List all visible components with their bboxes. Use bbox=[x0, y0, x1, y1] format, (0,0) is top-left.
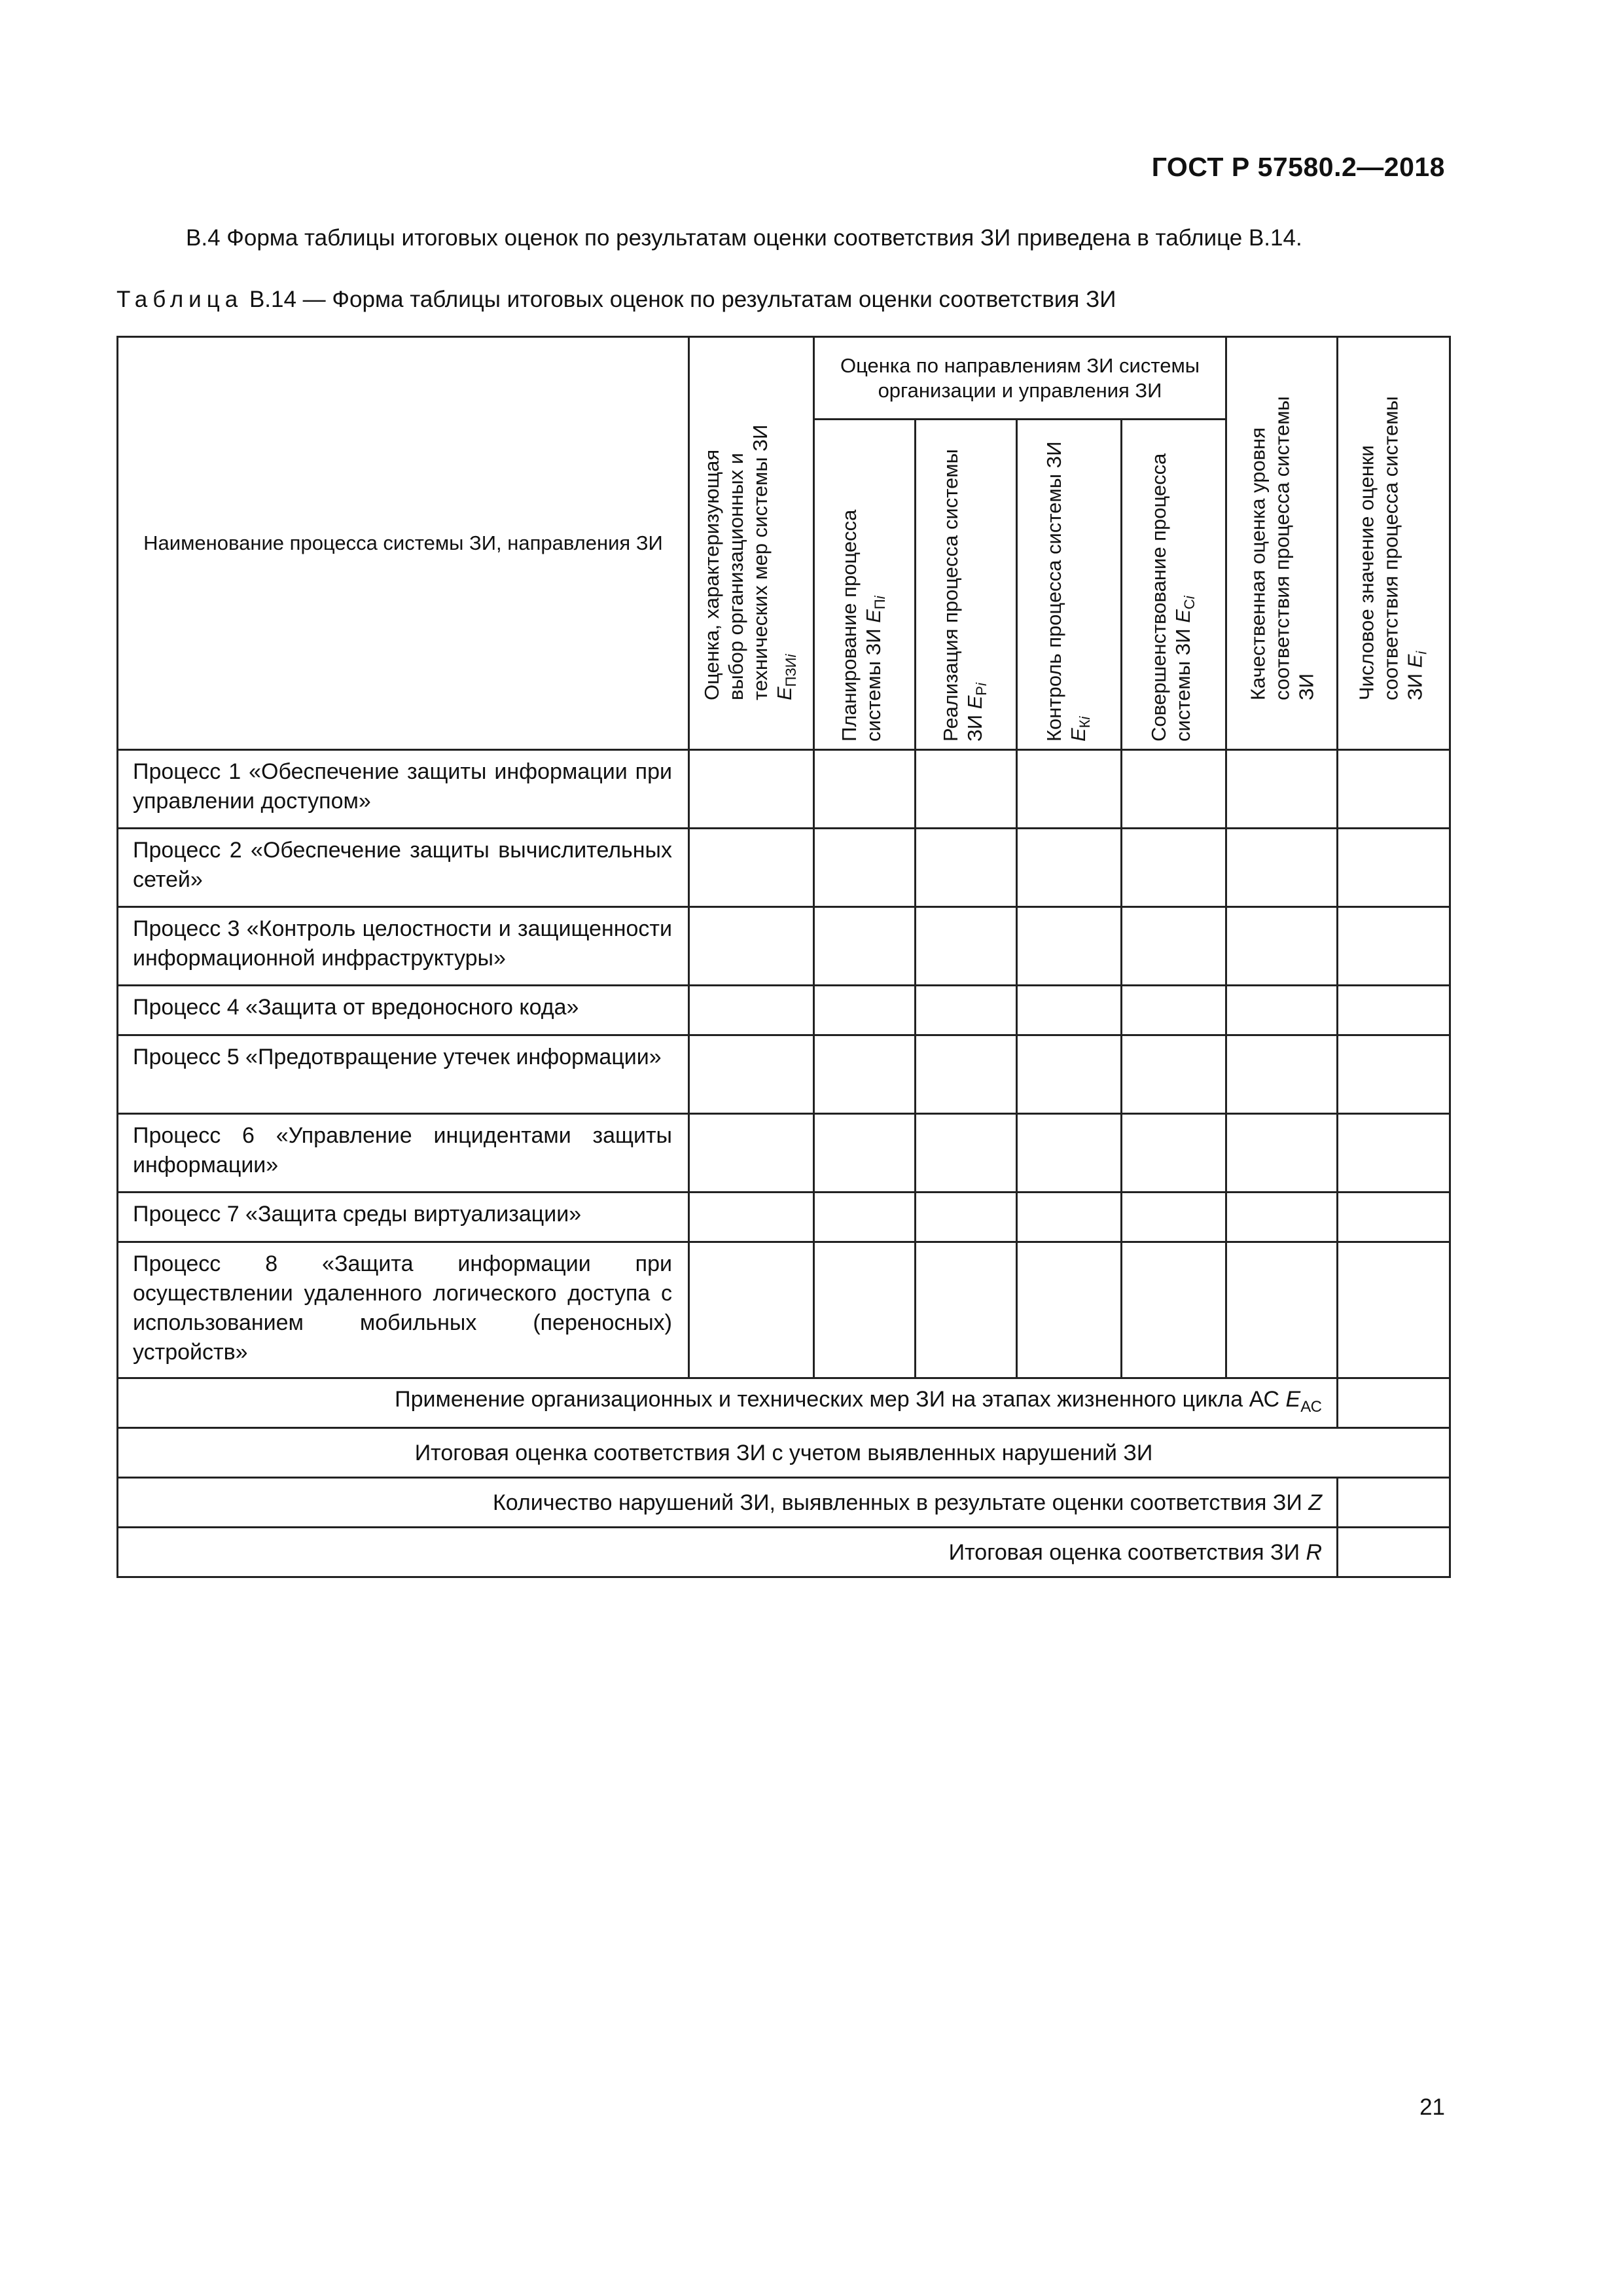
score-cell[interactable] bbox=[814, 1242, 916, 1378]
table-row bbox=[118, 1114, 1450, 1193]
header-numeric-text: Числовое значение оценки соответствия процесса системы ЗИ bbox=[1354, 396, 1426, 700]
score-cell[interactable] bbox=[1122, 1035, 1226, 1114]
score-cell[interactable] bbox=[814, 750, 916, 829]
score-cell[interactable] bbox=[1017, 907, 1122, 986]
score-cell[interactable] bbox=[1338, 1035, 1450, 1114]
score-cell[interactable] bbox=[1122, 1193, 1226, 1242]
score-cell[interactable] bbox=[1017, 986, 1122, 1035]
header-directions-group: Оценка по направлениям ЗИ системы организации и управления ЗИ bbox=[814, 337, 1226, 420]
table-row bbox=[118, 750, 1450, 829]
score-cell[interactable] bbox=[689, 750, 814, 829]
score-cell[interactable] bbox=[1122, 829, 1226, 907]
score-cell[interactable] bbox=[1226, 1193, 1338, 1242]
header-measures-sub: ПЗИ bbox=[783, 657, 800, 687]
header-planning-symbol: E bbox=[861, 609, 885, 623]
header-implementation-sub: Р bbox=[973, 686, 990, 696]
score-cell[interactable] bbox=[689, 986, 814, 1035]
score-cell[interactable] bbox=[689, 1242, 814, 1378]
score-cell[interactable] bbox=[1226, 829, 1338, 907]
final-label bbox=[118, 1528, 1338, 1577]
score-cell[interactable] bbox=[1122, 986, 1226, 1035]
table-row bbox=[118, 829, 1450, 907]
score-cell[interactable] bbox=[1017, 1114, 1122, 1193]
violations-row bbox=[118, 1478, 1450, 1528]
score-cell[interactable] bbox=[689, 907, 814, 986]
header-measures-symbol: E bbox=[772, 687, 796, 700]
score-cell[interactable] bbox=[1017, 1035, 1122, 1114]
document-id: ГОСТ Р 57580.2—2018 bbox=[1151, 152, 1445, 182]
score-cell[interactable] bbox=[1338, 1193, 1450, 1242]
final-text: Итоговая оценка соответствия ЗИ bbox=[948, 1539, 1306, 1565]
score-cell[interactable] bbox=[1338, 750, 1450, 829]
total-header-row bbox=[118, 1428, 1450, 1478]
process-name-cell: Процесс 6 «Управление инцидентами защиты информации» bbox=[118, 1114, 689, 1193]
header-implementation-index: i bbox=[973, 683, 990, 686]
header-numeric-index: i bbox=[1413, 651, 1430, 655]
lifecycle-label bbox=[118, 1378, 1338, 1428]
score-cell[interactable] bbox=[1017, 1242, 1122, 1378]
score-cell[interactable] bbox=[1122, 1242, 1226, 1378]
header-planning-index: i bbox=[872, 596, 889, 600]
header-measures-index: i bbox=[783, 654, 800, 658]
score-cell[interactable] bbox=[1226, 750, 1338, 829]
score-cell[interactable] bbox=[1226, 907, 1338, 986]
lifecycle-symbol: $E_{АС}$ bbox=[1285, 1386, 1323, 1416]
header-implementation-symbol: E bbox=[963, 695, 986, 709]
process-name-cell: Процесс 1 «Обеспечение защиты информации при управлении доступом» bbox=[118, 750, 689, 829]
score-cell[interactable] bbox=[916, 907, 1017, 986]
score-cell[interactable] bbox=[1226, 1035, 1338, 1114]
caption-prefix: Таблица bbox=[116, 287, 243, 312]
header-control-text: Контроль процесса системы ЗИ bbox=[1042, 441, 1065, 742]
score-cell[interactable] bbox=[1226, 1114, 1338, 1193]
score-cell[interactable] bbox=[1338, 1242, 1450, 1378]
score-cell[interactable] bbox=[1226, 1242, 1338, 1378]
results-table bbox=[116, 336, 1451, 1578]
score-cell[interactable] bbox=[814, 1035, 916, 1114]
table-row bbox=[118, 1035, 1450, 1114]
process-name-cell: Процесс 4 «Защита от вредоносного кода» bbox=[118, 986, 689, 1035]
table-row bbox=[118, 1242, 1450, 1378]
score-cell[interactable] bbox=[1226, 986, 1338, 1035]
score-cell[interactable] bbox=[1338, 1114, 1450, 1193]
score-cell[interactable] bbox=[916, 1193, 1017, 1242]
header-improvement-index: i bbox=[1181, 596, 1198, 600]
process-name-cell: Процесс 2 «Обеспечение защиты вычислительных сетей» bbox=[118, 829, 689, 907]
score-cell[interactable] bbox=[1338, 1478, 1450, 1528]
lifecycle-sub: АС bbox=[1300, 1397, 1323, 1416]
score-cell[interactable] bbox=[689, 829, 814, 907]
score-cell[interactable] bbox=[814, 986, 916, 1035]
total-header: Итоговая оценка соответствия ЗИ с учетом выявленных нарушений ЗИ bbox=[118, 1428, 1450, 1478]
table-row bbox=[118, 986, 1450, 1035]
header-control-symbol: E bbox=[1066, 728, 1090, 742]
table-row bbox=[118, 907, 1450, 986]
header-improvement-sub: С bbox=[1181, 599, 1198, 610]
final-row bbox=[118, 1528, 1450, 1577]
score-cell[interactable] bbox=[689, 1193, 814, 1242]
violations-symbol: Z bbox=[1308, 1490, 1323, 1515]
table-row bbox=[118, 1193, 1450, 1242]
score-cell[interactable] bbox=[1017, 1193, 1122, 1242]
header-control bbox=[1017, 420, 1122, 750]
caption-text: В.14 — Форма таблицы итоговых оценок по результатам оценки соответствия ЗИ bbox=[243, 287, 1116, 312]
score-cell[interactable] bbox=[916, 750, 1017, 829]
final-symbol: R bbox=[1306, 1539, 1323, 1565]
header-numeric-symbol: E bbox=[1402, 654, 1426, 668]
header-control-sub: К bbox=[1076, 719, 1093, 728]
score-cell[interactable] bbox=[814, 907, 916, 986]
header-improvement-symbol: E bbox=[1171, 609, 1194, 623]
score-cell[interactable] bbox=[916, 1242, 1017, 1378]
score-cell[interactable] bbox=[1122, 907, 1226, 986]
score-cell[interactable] bbox=[916, 986, 1017, 1035]
score-cell[interactable] bbox=[1338, 986, 1450, 1035]
process-name-cell: Процесс 5 «Предотвращение утечек информации» bbox=[118, 1035, 689, 1114]
score-cell[interactable] bbox=[916, 829, 1017, 907]
score-cell[interactable] bbox=[916, 1114, 1017, 1193]
header-implementation bbox=[916, 420, 1017, 750]
header-planning-sub: П bbox=[872, 599, 889, 610]
lifecycle-row bbox=[118, 1378, 1450, 1428]
header-control-index: i bbox=[1076, 716, 1093, 720]
score-cell[interactable] bbox=[814, 1193, 916, 1242]
header-planning bbox=[814, 420, 916, 750]
process-name-cell: Процесс 7 «Защита среды виртуализации» bbox=[118, 1193, 689, 1242]
header-quality-text: Качественная оценка уровня соответствия процесса системы ЗИ bbox=[1246, 396, 1318, 700]
score-cell[interactable] bbox=[1122, 750, 1226, 829]
score-cell[interactable] bbox=[1122, 1114, 1226, 1193]
header-measures-text: Оценка, характеризующая выбор организационных и технических мер системы ЗИ bbox=[700, 424, 772, 700]
score-cell[interactable] bbox=[1017, 829, 1122, 907]
process-name-cell: Процесс 3 «Контроль целостности и защищенности информационной инфраструктуры» bbox=[118, 907, 689, 986]
header-quality bbox=[1226, 337, 1338, 750]
intro-paragraph: В.4 Форма таблицы итоговых оценок по результатам оценки соответствия ЗИ приведена в таблице В.14. bbox=[186, 225, 1302, 251]
score-cell[interactable] bbox=[916, 1035, 1017, 1114]
score-cell[interactable] bbox=[814, 829, 916, 907]
lifecycle-text: Применение организационных и технических мер ЗИ на этапах жизненного цикла АС bbox=[395, 1386, 1286, 1412]
header-improvement-text: Совершенствование процесса системы ЗИ bbox=[1147, 453, 1194, 742]
score-cell[interactable] bbox=[1338, 1378, 1450, 1428]
header-measures bbox=[689, 337, 814, 750]
header-implementation-text: Реализация процесса системы ЗИ bbox=[938, 449, 986, 742]
score-cell[interactable] bbox=[1338, 829, 1450, 907]
violations-label bbox=[118, 1478, 1338, 1528]
header-planning-text: Планирование процесса системы ЗИ bbox=[837, 509, 885, 742]
header-numeric bbox=[1338, 337, 1450, 750]
violations-text: Количество нарушений ЗИ, выявленных в результате оценки соответствия ЗИ bbox=[492, 1490, 1309, 1515]
score-cell[interactable] bbox=[1017, 750, 1122, 829]
process-name-cell: Процесс 8 «Защита информации при осуществлении удаленного логического доступа с использованием мобильных (переносных) устройств» bbox=[118, 1242, 689, 1378]
score-cell[interactable] bbox=[689, 1035, 814, 1114]
score-cell[interactable] bbox=[814, 1114, 916, 1193]
header-improvement bbox=[1122, 420, 1226, 750]
header-process-name: Наименование процесса системы ЗИ, направления ЗИ bbox=[118, 337, 689, 750]
score-cell[interactable] bbox=[1338, 1528, 1450, 1577]
score-cell[interactable] bbox=[1338, 907, 1450, 986]
page-number: 21 bbox=[1419, 2094, 1445, 2120]
score-cell[interactable] bbox=[689, 1114, 814, 1193]
table-caption bbox=[116, 287, 1116, 313]
